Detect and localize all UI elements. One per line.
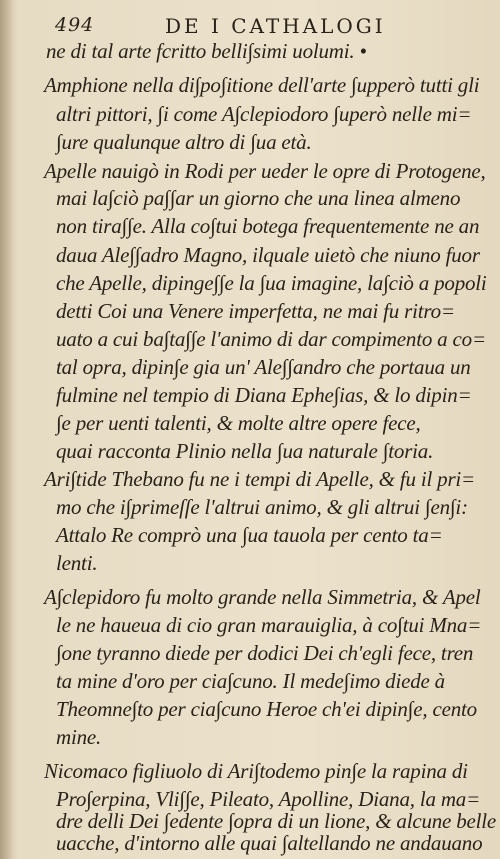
text-line: ∫one tyranno diede per dodici Dei ch'egli fece, tren — [56, 641, 474, 665]
text-line: lenti. — [56, 551, 98, 575]
text-line: quai racconta Plinio nella ∫ua naturale ∫toria. — [56, 439, 434, 463]
text-line: dre delli Dei ∫edente ∫opra di un lione, & alcune belle — [56, 809, 497, 833]
text-line: altri pittori, ∫i come A∫clepiodoro ∫uperò nelle mi= — [56, 102, 472, 126]
text-line: non tira∫∫e. Alla co∫tui botega frequentemente ne an — [56, 214, 480, 238]
page-number: 494 — [55, 14, 95, 36]
text-line: Attalo Re comprò una ∫ua tauola per cento ta= — [56, 523, 443, 547]
text-line: Amphione nella di∫po∫itione dell'arte ∫upperò tutti gli — [44, 73, 480, 97]
text-line: Pro∫erpina, Vli∫∫e, Pileato, Apolline, Diana, la ma= — [56, 787, 481, 811]
text-line: A∫clepidoro fu molto grande nella Simmetria, & Apel — [44, 585, 481, 609]
text-line: Apelle nauigò in Rodi per ueder le opre di Protogene, — [44, 159, 486, 183]
text-line: detti Coi una Venere imperfetta, ne mai fu ritro= — [56, 299, 455, 323]
text-line: ∫ure qualunque altro di ∫ua età. — [56, 130, 312, 154]
text-line: uato a cui ba∫ta∫∫e l'animo di dar compimento a co= — [56, 327, 486, 351]
text-line: fulmine nel tempio di Diana Ephe∫ias, & lo dipin= — [56, 383, 472, 407]
text-line: mine. — [56, 725, 102, 749]
text-line: ne di tal arte fcritto belli∫simi uolumi. • — [46, 39, 367, 63]
text-line: daua Ale∫∫adro Magno, ilquale uietò che niuno fuor — [56, 243, 480, 267]
text-line: che Apelle, dipinge∫∫e la ∫ua imagine, la∫ciò a popoli — [56, 271, 487, 295]
text-line: ∫e per uenti talenti, & molte altre opere fece, — [56, 411, 421, 435]
text-line: le ne haueua di cio gran marauiglia, à co∫tui Mna= — [56, 613, 482, 637]
page-header — [55, 14, 475, 40]
running-head: DE I CATHALOGI — [165, 14, 386, 38]
text-line: Theomne∫to per cia∫cuno Heroe ch'ei dipin∫e, cento — [56, 697, 477, 721]
text-line: ta mine d'oro per cia∫cuno. Il mede∫imo diede à — [56, 669, 445, 693]
text-line: mai la∫ciò pa∫∫ar un giorno che una linea almeno — [56, 186, 461, 210]
binding-shadow — [0, 0, 14, 859]
text-line: Nicomaco figliuolo di Ari∫todemo pin∫e la rapina di — [44, 759, 468, 783]
text-line: mo che i∫primeſſe l'altrui animo, & gli altrui ∫en∫i: — [56, 495, 468, 519]
text-line: uacche, d'intorno alle quai ∫altellando ne andauano — [56, 831, 483, 855]
text-line: Ari∫tide Thebano fu ne i tempi di Apelle, & fu il pri= — [44, 467, 476, 491]
text-line: tal opra, dipin∫e gia un' Ale∫∫andro che portaua un — [56, 355, 471, 379]
